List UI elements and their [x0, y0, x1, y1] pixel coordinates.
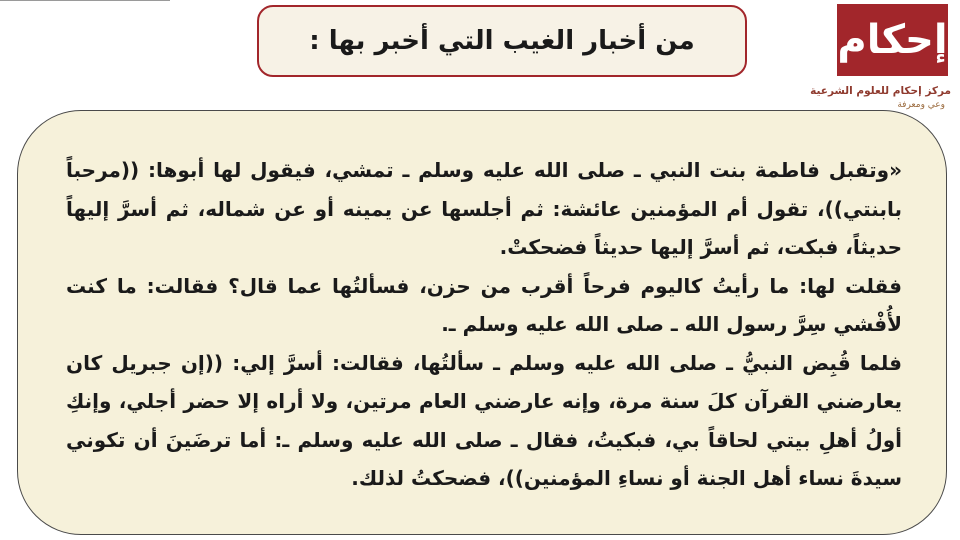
logo-subtitle: مركز إحكام للعلوم الشرعية — [810, 85, 951, 97]
content-box — [17, 110, 947, 535]
logo-tagline: وعي ومعرفة — [897, 100, 945, 110]
hadith-paragraph: «وتقبل فاطمة بنت النبي ـ صلى الله عليه وسلم ـ تمشي، فيقول لها أبوها: ((مرحباً بابنتي))، تقول أم المؤمنين عائشة: ثم أجلسها عن يمينه أو عن شماله، ثم أسرَّ إليهاً حديثاً، فبكت، ثم أسرَّ إليها حديثاً فضحكتْ. — [66, 158, 902, 259]
hadith-text — [66, 151, 902, 498]
page-title: من أخبار الغيب التي أخبر بها : — [309, 26, 695, 56]
logo-wordmark: إحكام — [837, 17, 948, 63]
hadith-paragraph: فقلت لها: ما رأيتُ كاليوم فرحاً أقرب من حزن، فسألتُها عما قال؟ فقالت: ما كنت لأُفْشي سِرَّ رسول الله ـ صلى الله عليه وسلم ـ. — [66, 273, 902, 336]
logo — [810, 2, 955, 112]
top-divider — [0, 0, 170, 1]
title-box — [257, 5, 747, 77]
hadith-paragraph: فلما قُبِض النبيُّ ـ صلى الله عليه وسلم ـ سألتُها، فقالت: أسرَّ إلي: ((إن جبريل كان يعارضني القرآن كلَ سنة مرة، وإنه عارضني العام مرتين، ولا أراه إلا حضر أجلي، وإنكِ أولُ أهلِ بيتي لحاقاً بي، فبكيتُ، فقال ـ صلى الله عليه وسلم ـ: أما ترضَينَ أن تكوني سيدةَ نساء أهل الجنة أو نساءِ المؤمنين))، فضحكتُ لذلك. — [66, 350, 902, 490]
logo-mark — [837, 4, 948, 76]
